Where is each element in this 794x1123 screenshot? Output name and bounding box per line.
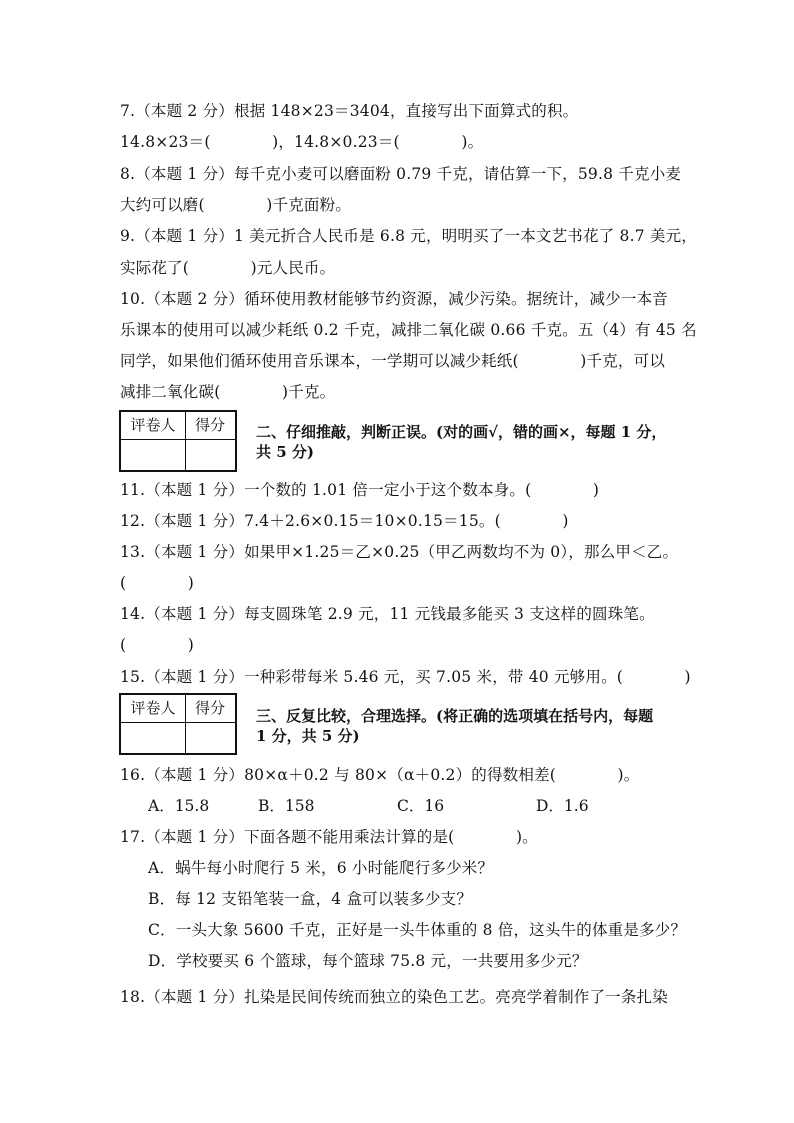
question-17-option-a: A．蜗牛每小时爬行 5 米，6 小时能爬行多少米？ <box>148 859 494 877</box>
grader-score-box-section-3 <box>119 693 237 755</box>
question-13-line-1: 13.（本题 1 分）如果甲×1.25＝乙×0.25（甲乙两数均不为 0），那么甲＜乙。 <box>120 543 679 561</box>
question-9-line-2: 实际花了( )元人民币。 <box>120 259 336 277</box>
question-18-line-1: 18.（本题 1 分）扎染是民间传统而独立的染色工艺。亮亮学着制作了一条扎染 <box>120 988 668 1006</box>
option-a: A．15.8 <box>148 797 210 815</box>
question-14-answer: ( ) <box>120 636 195 654</box>
question-11: 11.（本题 1 分）一个数的 1.01 倍一定小于这个数本身。( ) <box>120 481 600 499</box>
grader-score-box-section-2 <box>119 410 237 472</box>
section-3-title-line-2: 1 分，共 5 分) <box>256 727 360 745</box>
question-16: 16.（本题 1 分）80×α＋0.2 与 80×（α＋0.2）的得数相差( )。 <box>120 766 640 784</box>
question-10-line-1: 10.（本题 2 分）循环使用教材能够节约资源，减少污染。据统计，减少一本音 <box>120 290 668 308</box>
question-7-line-1: 7.（本题 2 分）根据 148×23＝3404，直接写出下面算式的积。 <box>120 102 579 120</box>
question-9-line-1: 9.（本题 1 分）1 美元折合人民币是 6.8 元，明明买了一本文艺书花了 8.7 美元， <box>120 227 698 245</box>
question-10-line-2: 乐课本的使用可以减少耗纸 0.2 千克，减排二氧化碳 0.66 千克。五（4）有 45 名 <box>120 321 697 339</box>
question-12: 12.（本题 1 分）7.4＋2.6×0.15＝10×0.15＝15。( ) <box>120 512 569 530</box>
section-3-title-line-1: 三、反复比较，合理选择。(将正确的选项填在括号内，每题 <box>256 707 654 725</box>
score-label: 得分 <box>194 699 225 717</box>
question-17-option-d: D．学校要买 6 个篮球，每个篮球 75.8 元，一共要用多少元？ <box>148 952 588 970</box>
reviewer-label: 评卷人 <box>130 416 176 434</box>
section-2-title-line-2: 共 5 分) <box>256 443 314 461</box>
section-2-title-line-1: 二、仔细推敲，判断正误。(对的画√，错的画×，每题 1 分， <box>256 423 667 441</box>
question-17: 17.（本题 1 分）下面各题不能用乘法计算的是( )。 <box>120 828 538 846</box>
question-17-option-b: B．每 12 支铅笔装一盒，4 盒可以装多少支？ <box>148 890 473 908</box>
question-17-option-c: C．一头大象 5600 千克，正好是一头牛体重的 8 倍，这头牛的体重是多少？ <box>148 921 687 939</box>
question-15: 15.（本题 1 分）一种彩带每米 5.46 元，买 7.05 米，带 40 元够用。( ) <box>120 668 691 686</box>
question-8-line-1: 8.（本题 1 分）每千克小麦可以磨面粉 0.79 千克，请估算一下，59.8 千克小麦 <box>120 165 682 183</box>
option-b: B．158 <box>258 797 315 815</box>
question-14-line-1: 14.（本题 1 分）每支圆珠笔 2.9 元，11 元钱最多能买 3 支这样的圆珠笔。 <box>120 605 655 623</box>
score-label: 得分 <box>194 416 225 434</box>
question-7-line-2: 14.8×23＝( )，14.8×0.23＝( )。 <box>120 133 484 151</box>
question-13-answer: ( ) <box>120 574 195 592</box>
question-8-line-2: 大约可以磨( )千克面粉。 <box>120 196 352 214</box>
option-c: C．16 <box>397 797 445 815</box>
reviewer-label: 评卷人 <box>130 699 176 717</box>
question-10-line-4: 减排二氧化碳( )千克。 <box>120 383 336 401</box>
question-10-line-3: 同学，如果他们循环使用音乐课本，一学期可以减少耗纸( )千克，可以 <box>120 352 666 370</box>
option-d: D．1.6 <box>536 797 589 815</box>
